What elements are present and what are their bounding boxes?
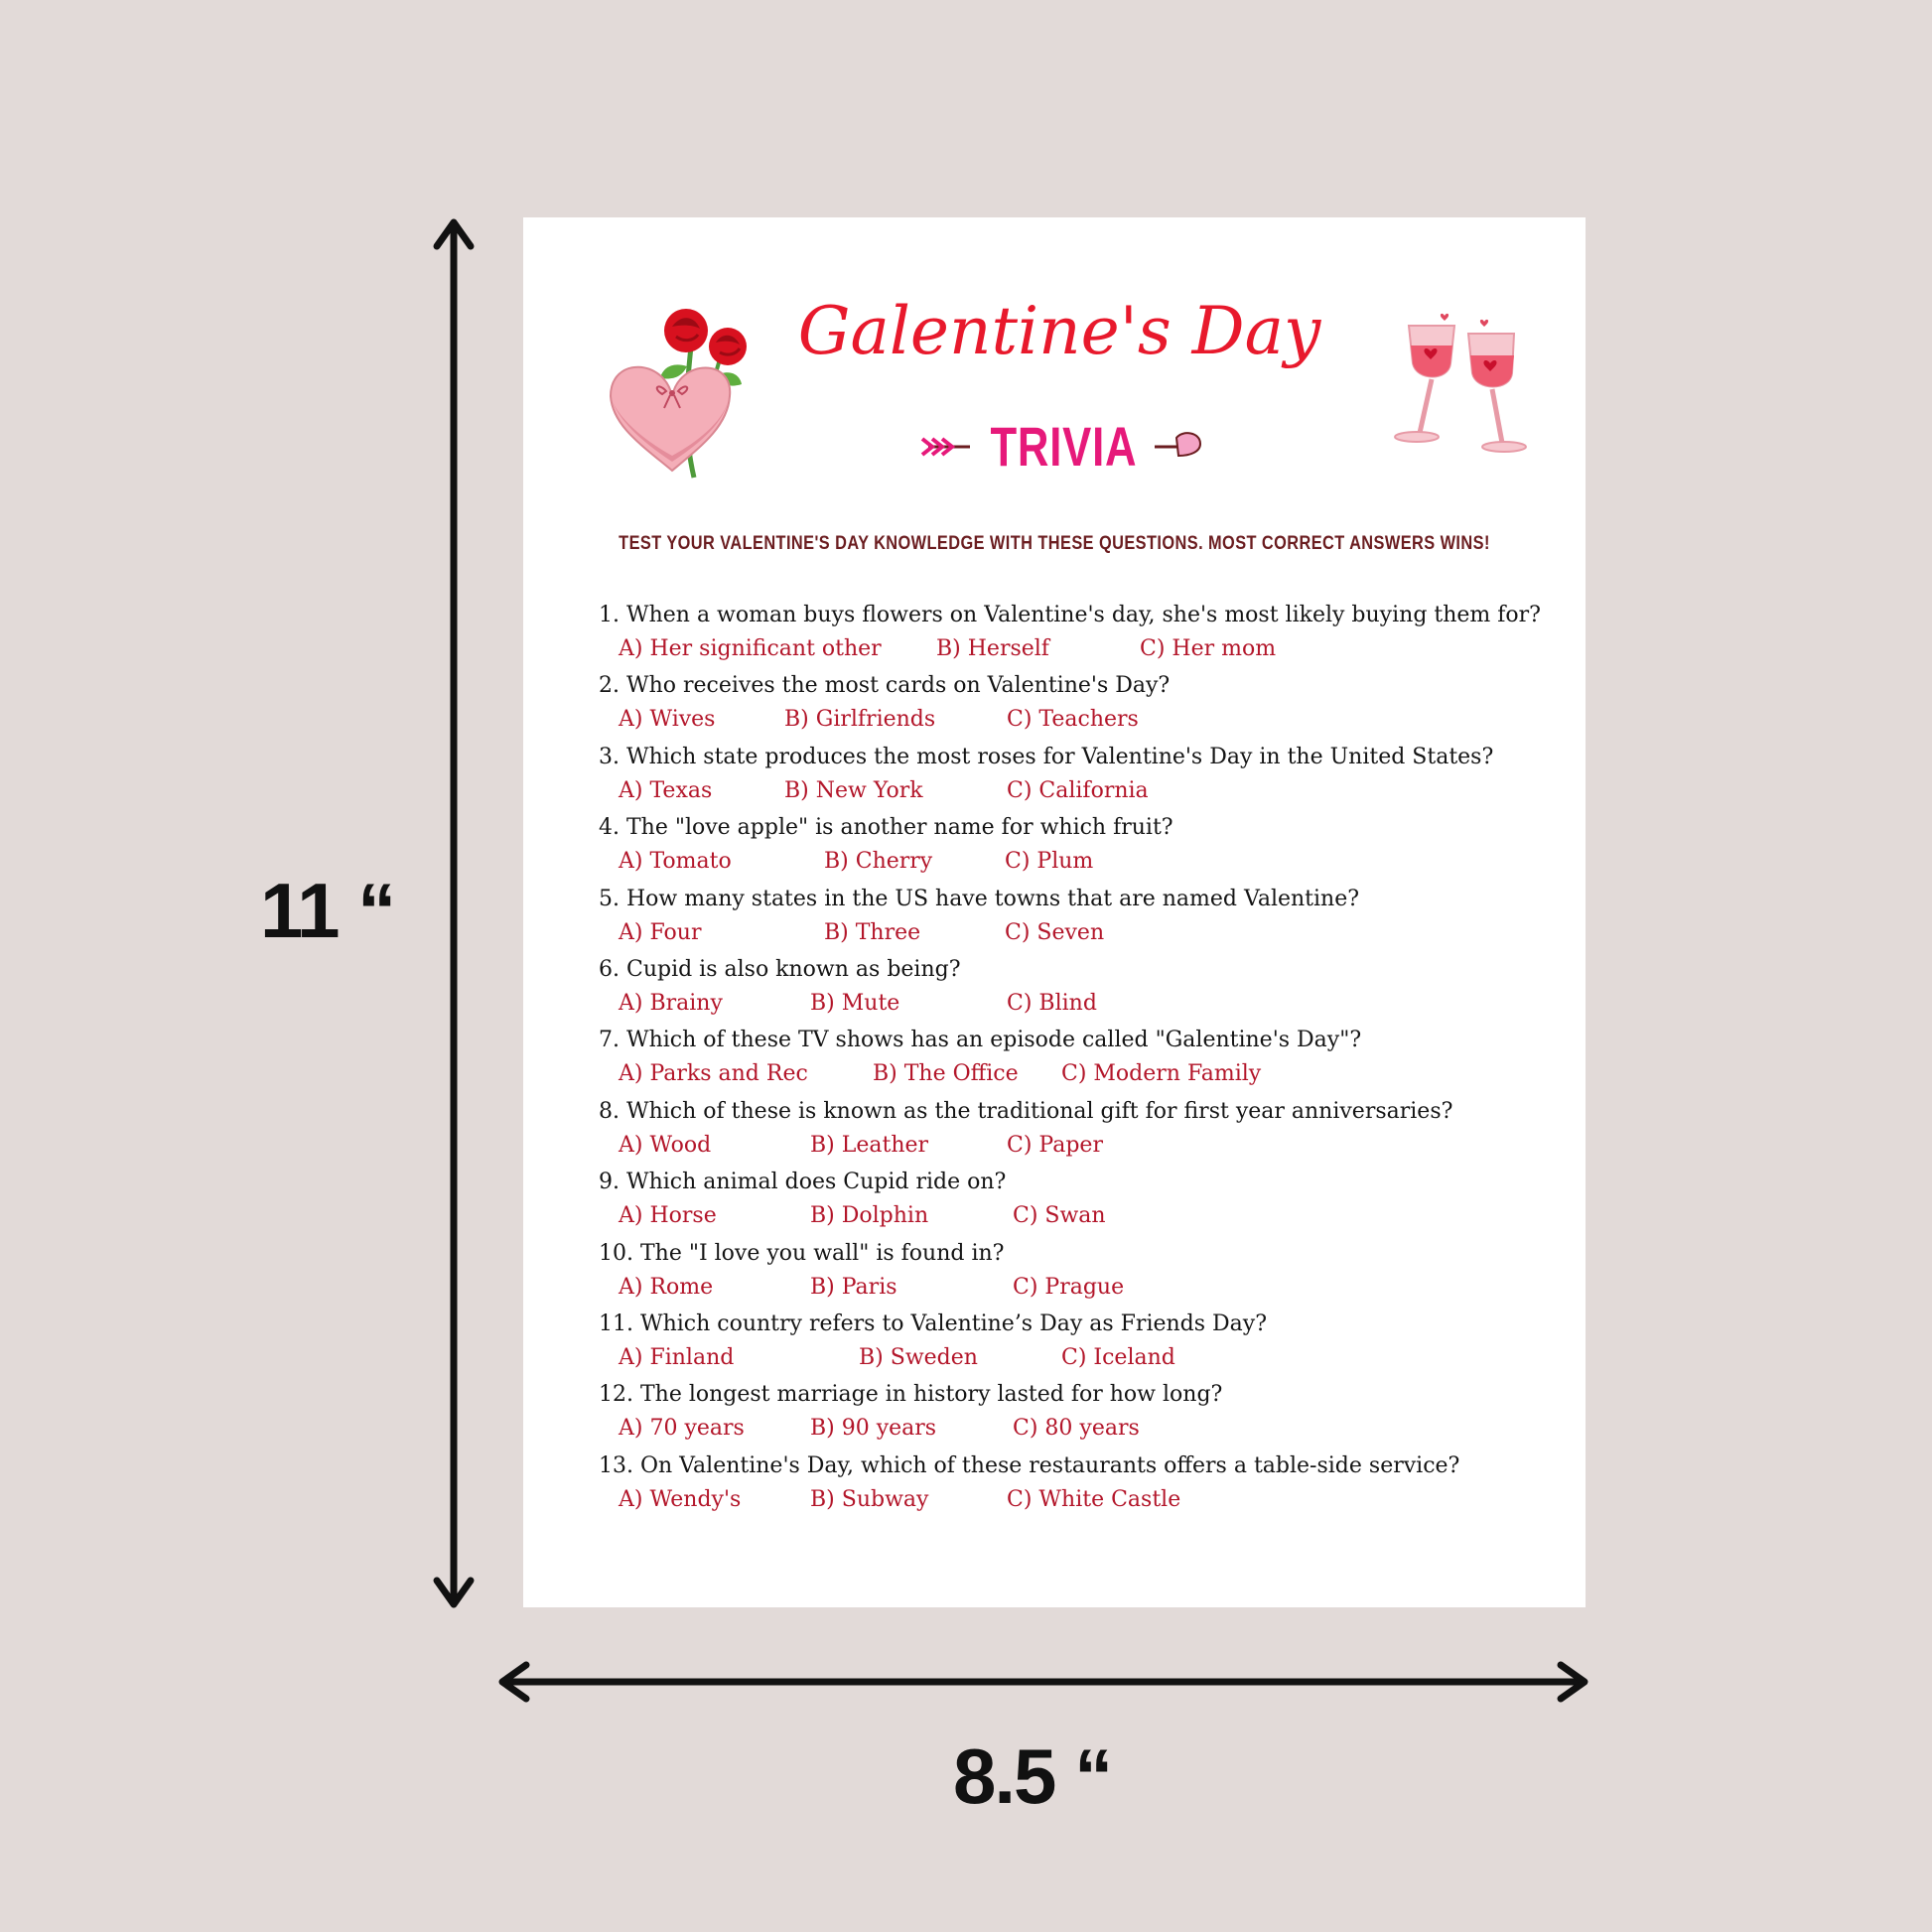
question-text: 12. The longest marriage in history lasted for how long?: [599, 1382, 1223, 1408]
question-text: 11. Which country refers to Valentine’s Day as Friends Day?: [599, 1311, 1268, 1336]
answer-option-b: B) Three: [824, 919, 921, 945]
height-arrow-icon: [437, 222, 471, 1604]
width-arrow-icon: [502, 1665, 1585, 1699]
question-text: 1. When a woman buys flowers on Valentine's day, she's most likely buying them for?: [599, 603, 1541, 627]
question-item: [599, 1453, 1562, 1524]
answer-option-a: A) Horse: [619, 1203, 717, 1229]
question-text: 2. Who receives the most cards on Valentine's Day?: [599, 673, 1171, 699]
answer-option-c: C) Prague: [1013, 1274, 1125, 1300]
instructions: TEST YOUR VALENTINE'S DAY KNOWLEDGE WITH THESE QUESTIONS. MOST CORRECT ANSWERS WINS!: [619, 533, 1490, 554]
question-item: [599, 673, 1562, 744]
page-subtitle: TRIVIA: [990, 415, 1138, 478]
answer-option-a: A) Wives: [619, 707, 716, 733]
subtitle-banner: [918, 412, 1206, 482]
question-item: [599, 957, 1562, 1028]
question-item: [599, 1311, 1562, 1382]
question-text: 10. The "I love you wall" is found in?: [599, 1240, 1005, 1266]
answer-option-a: A) Wood: [619, 1132, 712, 1158]
answer-option-a: A) Rome: [619, 1274, 714, 1300]
answer-option-b: B) Herself: [936, 636, 1049, 661]
height-label: 11 “: [260, 867, 395, 954]
answer-option-c: C) Her mom: [1140, 636, 1277, 661]
question-text: 8. Which of these is known as the traditional gift for first year anniversaries?: [599, 1098, 1453, 1124]
question-item: [599, 887, 1562, 957]
question-text: 6. Cupid is also known as being?: [599, 956, 961, 982]
answer-option-b: B) Girlfriends: [784, 707, 936, 733]
answer-option-a: A) Brainy: [619, 990, 723, 1016]
answer-option-a: A) 70 years: [619, 1416, 745, 1442]
answer-option-b: B) New York: [784, 777, 923, 803]
question-item: [599, 603, 1562, 673]
answer-option-a: A) Tomato: [619, 849, 732, 875]
question-text: 3. Which state produces the most roses for Valentine's Day in the United States?: [599, 744, 1494, 769]
answer-option-c: C) Swan: [1013, 1203, 1106, 1229]
answer-option-c: C) Blind: [1007, 990, 1097, 1016]
question-item: [599, 1170, 1562, 1240]
wine-glasses-icon: [1387, 312, 1556, 461]
answer-option-b: B) Sweden: [859, 1344, 978, 1370]
answer-option-a: A) Her significant other: [619, 636, 882, 661]
answer-option-c: C) Iceland: [1061, 1344, 1175, 1370]
answer-option-c: C) White Castle: [1007, 1486, 1181, 1512]
answer-option-a: A) Wendy's: [619, 1486, 742, 1512]
question-text: 4. The "love apple" is another name for which fruit?: [599, 815, 1173, 841]
answer-option-a: A) Texas: [619, 777, 713, 803]
question-text: 13. On Valentine's Day, which of these restaurants offers a table-side service?: [599, 1452, 1460, 1478]
question-list: [599, 603, 1562, 1524]
answer-option-b: B) Dolphin: [810, 1203, 929, 1229]
answer-option-c: C) Paper: [1007, 1132, 1103, 1158]
question-item: [599, 815, 1562, 886]
question-item: [599, 1028, 1562, 1098]
trivia-sheet: [523, 217, 1586, 1607]
answer-option-b: B) Subway: [810, 1486, 929, 1512]
answer-option-c: C) Seven: [1005, 919, 1105, 945]
answer-option-a: A) Finland: [619, 1344, 735, 1370]
answer-option-b: B) Paris: [810, 1274, 897, 1300]
answer-option-c: C) Teachers: [1007, 707, 1139, 733]
question-item: [599, 1099, 1562, 1170]
answer-option-b: B) Mute: [810, 990, 900, 1016]
question-text: 7. Which of these TV shows has an episode called "Galentine's Day"?: [599, 1028, 1362, 1053]
answer-option-a: A) Four: [619, 919, 702, 945]
rose-heart-box-icon: [583, 297, 752, 481]
answer-option-c: C) Plum: [1005, 849, 1094, 875]
question-item: [599, 1382, 1562, 1452]
answer-option-c: C) California: [1007, 777, 1149, 803]
answer-option-b: B) Leather: [810, 1132, 929, 1158]
question-item: [599, 1241, 1562, 1311]
width-label: 8.5 “: [953, 1732, 1112, 1820]
answer-option-c: C) Modern Family: [1061, 1061, 1262, 1087]
question-item: [599, 745, 1562, 815]
question-text: 9. Which animal does Cupid ride on?: [599, 1170, 1007, 1195]
answer-option-b: B) Cherry: [824, 849, 933, 875]
question-text: 5. How many states in the US have towns that are named Valentine?: [599, 886, 1360, 911]
answer-option-a: A) Parks and Rec: [619, 1061, 808, 1087]
page-title: Galentine's Day: [797, 293, 1321, 369]
answer-option-b: B) 90 years: [810, 1416, 937, 1442]
answer-option-c: C) 80 years: [1013, 1416, 1140, 1442]
answer-option-b: B) The Office: [873, 1061, 1019, 1087]
